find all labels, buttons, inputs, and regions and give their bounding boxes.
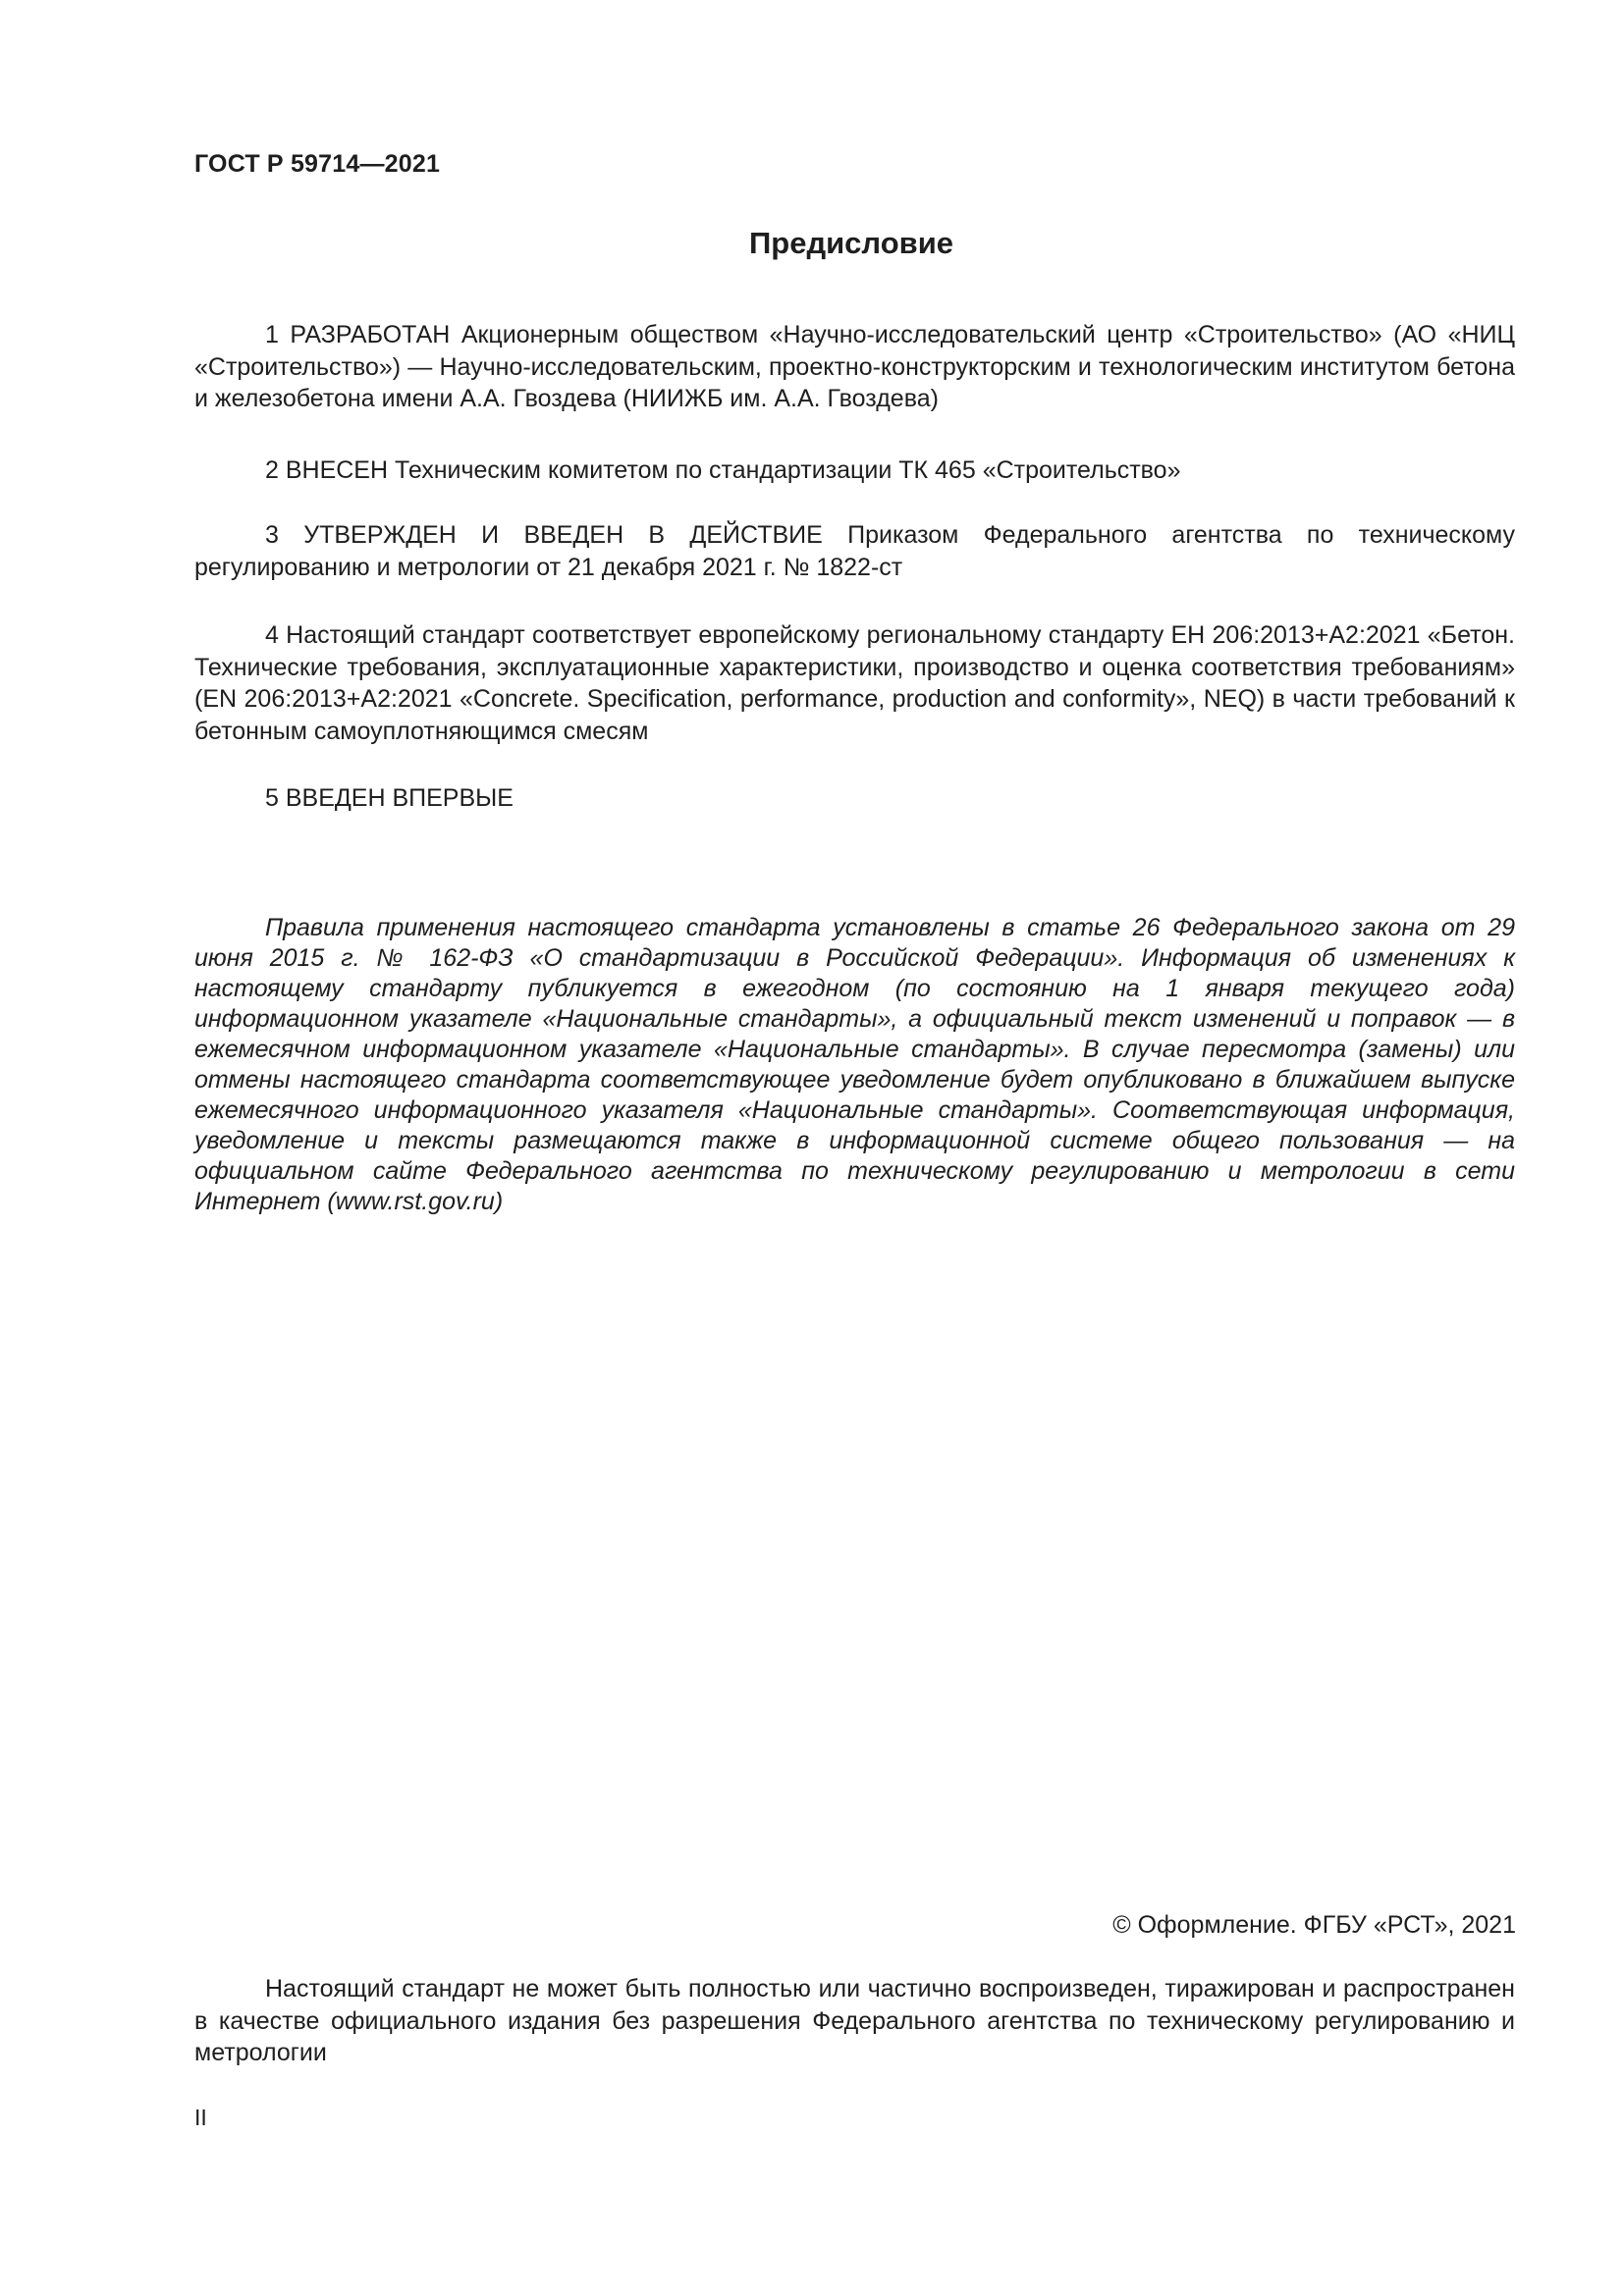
foreword-item-text: 5 ВВЕДЕН ВПЕРВЫЕ xyxy=(265,784,514,812)
copyright-line: © Оформление. ФГБУ «РСТ», 2021 xyxy=(1112,1911,1516,1939)
foreword-item-2 xyxy=(194,454,1515,487)
page-title: Предисловие xyxy=(748,226,953,260)
standard-code: ГОСТ Р 59714—2021 xyxy=(194,150,441,178)
foreword-item-1 xyxy=(194,319,1515,415)
foreword-item-text: 3 УТВЕРЖДЕН И ВВЕДЕН В ДЕЙСТВИЕ Приказом Федерального агентства по техническому регулированию и метрологии от 21 декабря 2021 г. № 1822-ст xyxy=(194,521,1515,581)
foreword-item-5 xyxy=(194,782,1515,815)
rules-notice-text: Правила применения настоящего стандарта установлены в статье 26 Федерального закона от 29 июня 2015 г. № 162-ФЗ «О стандартизации в Российской Федерации». Информация об изменениях к настоящему стандарту публикуется в ежегодном (по состоянию на 1 января текущего года) информационном указателе «Национальные стандарты», а официальный текст изменений и поправок — в ежемесячном информационном указателе «Национальные стандарты». В случае пересмотра (замены) или отмены настоящего стандарта соответствующее уведомление будет опубликовано в ближайшем выпуске ежемесячного информационного указателя «Национальные стандарты». Соответствующая информация, уведомление и тексты размещаются также в информационной системе общего пользования — на официальном сайте Федерального агентства по техническому регулированию и метрологии в сети Интернет (www.rst.gov.ru) xyxy=(194,914,1515,1215)
foreword-item-text: 4 Настоящий стандарт соответствует европейскому региональному стандарту ЕН 206:2013+А2:2021 «Бетон. Технические требования, эксплуатационные характеристики, производство и оценка соответствия требованиям» (EN 206:2013+A2:2021 «Concrete. Specification, performance, production and conformity», NEQ) в части требований к бетонным самоуплотняющимся смесям xyxy=(194,621,1515,745)
page-number: II xyxy=(194,2105,207,2130)
reproduction-notice-text: Настоящий стандарт не может быть полностью или частично воспроизведен, тиражирован и распространен в качестве официального издания без разрешения Федерального агентства по техническому регулированию и метрологии xyxy=(194,1975,1515,2066)
reproduction-notice xyxy=(194,1973,1515,2069)
rules-notice xyxy=(194,913,1515,1217)
foreword-item-text: 1 РАЗРАБОТАН Акционерным обществом «Научно-исследовательский центр «Строительство» (АО «НИЦ «Строительство») — Научно-исследовательским, проектно-конструкторским и технологическим институтом бетона и железобетона имени А.А. Гвоздева (НИИЖБ им. А.А. Гвоздева) xyxy=(194,321,1515,412)
foreword-item-4 xyxy=(194,619,1515,747)
foreword-item-3 xyxy=(194,519,1515,583)
foreword-item-text: 2 ВНЕСЕН Техническим комитетом по стандартизации ТК 465 «Строительство» xyxy=(265,456,1181,484)
